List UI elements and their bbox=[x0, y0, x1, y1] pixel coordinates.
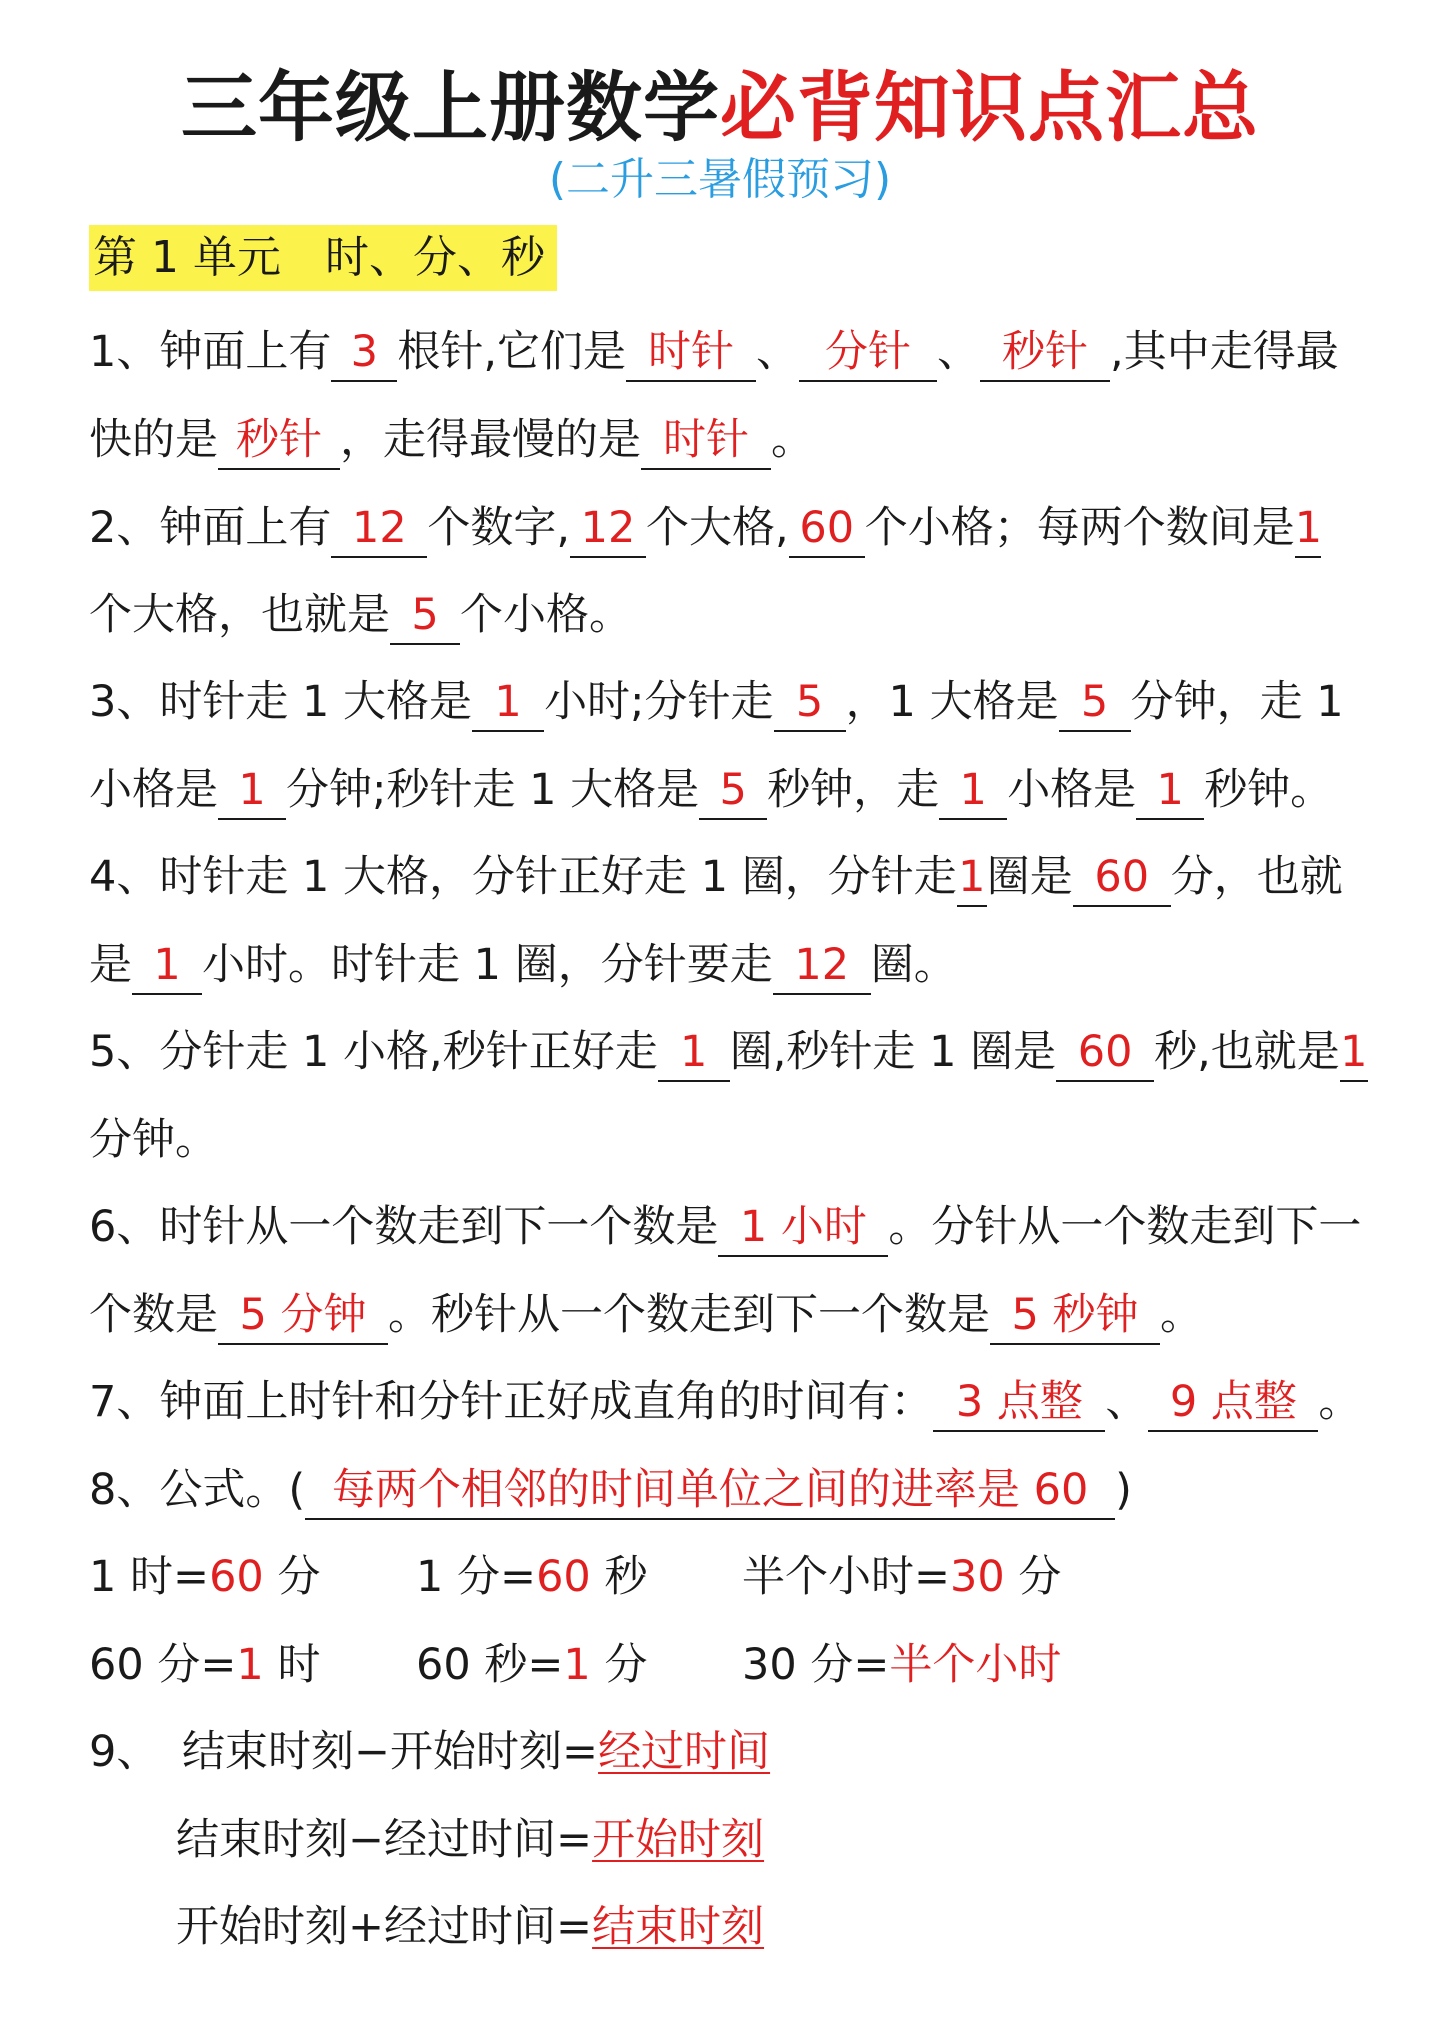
text: 、 bbox=[756, 327, 800, 377]
text: 个大格，也就是 bbox=[89, 590, 390, 640]
answer-blank: 1 bbox=[658, 1026, 730, 1082]
text: 7、钟面上时针和分针正好成直角的时间有： bbox=[89, 1377, 934, 1427]
text: 个数字, bbox=[427, 503, 571, 553]
text: ，1 大格是 bbox=[845, 677, 1059, 727]
text: 秒 bbox=[590, 1552, 648, 1602]
text: 分 bbox=[263, 1552, 321, 1602]
text: 圈。 bbox=[870, 940, 957, 990]
text: 5、分针走 1 小格,秒针正好走 bbox=[89, 1027, 658, 1077]
answer: 60 bbox=[536, 1552, 591, 1602]
q1-line2 bbox=[89, 410, 814, 470]
q9-formula-3 bbox=[176, 1897, 764, 1957]
q2-line2 bbox=[89, 585, 632, 645]
text: 圈是 bbox=[986, 852, 1073, 902]
text: 8、公式。( bbox=[89, 1465, 306, 1515]
text: ,其中走得最 bbox=[1110, 327, 1339, 377]
text: 结束时刻−经过时间= bbox=[176, 1815, 593, 1865]
answer-blank: 5 bbox=[1059, 676, 1131, 732]
text: 。 bbox=[771, 415, 814, 465]
text: 1 分= bbox=[416, 1552, 537, 1602]
text: 开始时刻+经过时间= bbox=[176, 1902, 593, 1952]
text: 1、钟面上有 bbox=[89, 327, 332, 377]
answer-blank: 5 bbox=[774, 676, 846, 732]
text: 。 bbox=[1160, 1290, 1203, 1340]
text: 分钟;秒针走 1 大格是 bbox=[286, 765, 700, 815]
text: 秒,也就是 bbox=[1154, 1027, 1340, 1077]
answer: 结束时刻 bbox=[592, 1902, 765, 1952]
q6-line2 bbox=[89, 1285, 1203, 1345]
text: 小时。时针走 1 圈，分针要走 bbox=[202, 940, 773, 990]
answer-blank: 每两个相邻的时间单位之间的进率是 60 bbox=[305, 1464, 1115, 1520]
answer-blank: 12 bbox=[331, 502, 427, 558]
answer-blank: 3 点整 bbox=[933, 1376, 1105, 1432]
text: 。秒针从一个数走到下一个数是 bbox=[388, 1290, 990, 1340]
text: 个小格。 bbox=[460, 590, 632, 640]
answer-blank: 9 点整 bbox=[1148, 1376, 1318, 1432]
text: 1 时= bbox=[89, 1552, 210, 1602]
answer-blank: 分针 bbox=[799, 326, 937, 382]
text: 30 分= bbox=[742, 1640, 890, 1690]
text: 分 bbox=[1004, 1552, 1062, 1602]
answer: 半个小时 bbox=[889, 1640, 1062, 1690]
text: ，走得最慢的是 bbox=[340, 415, 641, 465]
text: 秒钟。 bbox=[1204, 765, 1334, 815]
text: 半个小时= bbox=[742, 1552, 951, 1602]
text: 个大格, bbox=[646, 503, 789, 553]
answer-blank: 60 bbox=[1056, 1026, 1154, 1082]
answer-blank: 1 bbox=[1295, 502, 1321, 558]
text: 个数是 bbox=[89, 1290, 218, 1340]
answer-blank: 1 bbox=[218, 764, 286, 820]
answer-blank: 5 分钟 bbox=[218, 1289, 388, 1345]
q6-line1 bbox=[89, 1197, 1361, 1257]
q9-number: 9、 bbox=[89, 1727, 160, 1777]
answer-blank: 1 bbox=[957, 851, 987, 907]
answer-blank: 1 小时 bbox=[718, 1201, 888, 1257]
answer: 30 bbox=[950, 1552, 1005, 1602]
text: 4、时针走 1 大格，分针正好走 1 圈，分针走 bbox=[89, 852, 957, 902]
text: 小格是 bbox=[89, 765, 218, 815]
q2-line1 bbox=[89, 498, 1321, 558]
page-title bbox=[0, 58, 1440, 158]
q4-line2 bbox=[89, 935, 957, 995]
answer: 1 bbox=[236, 1640, 264, 1690]
text: 。分针从一个数走到下一 bbox=[888, 1202, 1362, 1252]
text: 60 秒= bbox=[416, 1640, 564, 1690]
text: 分 bbox=[590, 1640, 648, 1690]
q4-line1 bbox=[89, 847, 1343, 907]
answer-blank: 5 bbox=[390, 589, 460, 645]
text: ) bbox=[1115, 1465, 1132, 1515]
formula-30m bbox=[742, 1635, 1061, 1695]
text: 是 bbox=[89, 940, 132, 990]
text: 快的是 bbox=[89, 415, 218, 465]
answer-blank: 60 bbox=[1073, 851, 1171, 907]
text: 3、时针走 1 大格是 bbox=[89, 677, 473, 727]
text: 个小格；每两个数间是 bbox=[864, 503, 1295, 553]
answer-blank: 时针 bbox=[626, 326, 756, 382]
answer-blank: 秒针 bbox=[980, 326, 1110, 382]
q8-line bbox=[89, 1460, 1132, 1520]
q9-formula-2 bbox=[176, 1810, 764, 1870]
text: 分钟，走 1 bbox=[1130, 677, 1344, 727]
answer-blank: 12 bbox=[570, 502, 646, 558]
text: 分，也就 bbox=[1170, 852, 1343, 902]
q7-line bbox=[89, 1372, 1361, 1432]
answer-blank: 3 bbox=[331, 326, 397, 382]
formula-60s bbox=[416, 1635, 647, 1695]
text: 结束时刻−开始时刻= bbox=[182, 1727, 599, 1777]
title-red: 必背知识点汇总 bbox=[720, 63, 1259, 152]
text: 根针,它们是 bbox=[397, 327, 627, 377]
text: 、 bbox=[1105, 1377, 1149, 1427]
text: 时 bbox=[263, 1640, 321, 1690]
answer-blank: 1 bbox=[1136, 764, 1204, 820]
formula-half-hour bbox=[742, 1547, 1061, 1607]
text: 。 bbox=[1318, 1377, 1362, 1427]
text: 分钟。 bbox=[89, 1115, 218, 1165]
unit-heading: 第 1 单元 时、分、秒 bbox=[89, 225, 557, 291]
q5-line1 bbox=[89, 1022, 1368, 1082]
answer-blank: 12 bbox=[773, 939, 871, 995]
page-subtitle: (二升三暑假预习) bbox=[548, 154, 892, 205]
title-black: 三年级上册数学 bbox=[181, 63, 720, 152]
answer-blank: 1 bbox=[472, 676, 544, 732]
formula-60m bbox=[89, 1635, 320, 1695]
text: 2、钟面上有 bbox=[89, 503, 332, 553]
answer: 经过时间 bbox=[598, 1727, 771, 1777]
text: 6、时针从一个数走到下一个数是 bbox=[89, 1202, 719, 1252]
answer-blank: 60 bbox=[789, 502, 865, 558]
answer-blank: 5 秒钟 bbox=[990, 1289, 1160, 1345]
q3-line2 bbox=[89, 760, 1333, 820]
answer-blank: 时针 bbox=[641, 414, 771, 470]
answer: 1 bbox=[563, 1640, 591, 1690]
text: 、 bbox=[937, 327, 981, 377]
q9-formula-1 bbox=[182, 1722, 770, 1782]
answer: 开始时刻 bbox=[592, 1815, 765, 1865]
q1-line1 bbox=[89, 322, 1339, 382]
text: 秒钟，走 bbox=[767, 765, 940, 815]
answer-blank: 5 bbox=[699, 764, 767, 820]
answer-blank: 1 bbox=[939, 764, 1007, 820]
answer-blank: 秒针 bbox=[218, 414, 340, 470]
answer-blank: 1 bbox=[132, 939, 202, 995]
answer: 60 bbox=[209, 1552, 264, 1602]
text: 60 分= bbox=[89, 1640, 237, 1690]
q3-line1 bbox=[89, 672, 1344, 732]
formula-1h bbox=[89, 1547, 320, 1607]
text: 小格是 bbox=[1007, 765, 1137, 815]
formula-1m bbox=[416, 1547, 647, 1607]
text: 小时;分针走 bbox=[544, 677, 774, 727]
answer-blank: 1 bbox=[1340, 1026, 1368, 1082]
text: 圈,秒针走 1 圈是 bbox=[729, 1027, 1057, 1077]
q5-line2 bbox=[89, 1110, 218, 1170]
